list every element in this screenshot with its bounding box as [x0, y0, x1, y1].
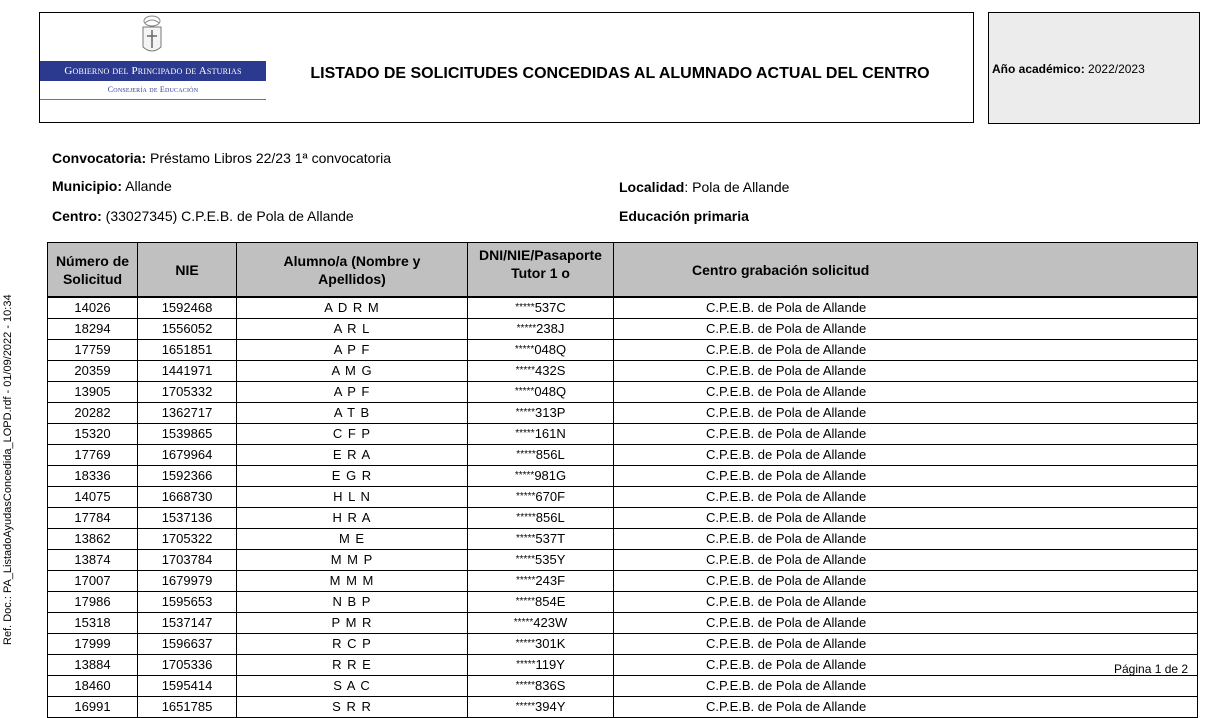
municipio-label: Municipio:: [52, 178, 122, 194]
cell-solicitud: 17759: [48, 340, 138, 361]
cell-nie: 1679979: [138, 571, 237, 592]
dni-mask: *****: [514, 470, 535, 481]
education-level-text: Educación primaria: [619, 208, 749, 224]
table-row: [48, 424, 1198, 445]
cell-nie: 1537147: [138, 613, 237, 634]
cell-alumno: H R A: [237, 508, 468, 529]
cell-nie: 1441971: [138, 361, 237, 382]
cell-alumno: C F P: [237, 424, 468, 445]
localidad-label: Localidad: [619, 179, 685, 195]
cell-solicitud: 17007: [48, 571, 138, 592]
cell-alumno: R R E: [237, 655, 468, 676]
cell-centro: C.P.E.B. de Pola de Allande: [614, 634, 1198, 655]
dni-suffix: 161N: [534, 426, 566, 441]
dni-mask: *****: [514, 386, 535, 397]
col-header-dni: DNI/NIE/Pasaporte Tutor 1 o: [468, 243, 614, 298]
cell-alumno: M M P: [237, 550, 468, 571]
cell-alumno: E G R: [237, 466, 468, 487]
cell-solicitud: 13874: [48, 550, 138, 571]
convocatoria-value: Préstamo Libros 22/23 1ª convocatoria: [150, 150, 391, 166]
cell-centro: C.P.E.B. de Pola de Allande: [614, 697, 1198, 718]
cell-alumno: A T B: [237, 403, 468, 424]
cell-solicitud: 20282: [48, 403, 138, 424]
cell-dni: [468, 466, 614, 487]
col-header-centro: Centro grabación solicitud: [614, 243, 1198, 298]
table-header-row: [48, 243, 1198, 298]
convocatoria-label: Convocatoria:: [52, 150, 147, 166]
municipio-field: [52, 178, 172, 194]
table-row: [48, 340, 1198, 361]
cell-centro: C.P.E.B. de Pola de Allande: [614, 319, 1198, 340]
dni-mask: *****: [515, 575, 536, 586]
cell-nie: 1362717: [138, 403, 237, 424]
cell-dni: [468, 361, 614, 382]
cell-solicitud: 15320: [48, 424, 138, 445]
cell-solicitud: 17999: [48, 634, 138, 655]
document-title: LISTADO DE SOLICITUDES CONCEDIDAS AL ALUMNADO ACTUAL DEL CENTRO: [310, 65, 930, 82]
cell-dni: [468, 403, 614, 424]
cell-nie: 1668730: [138, 487, 237, 508]
cell-nie: 1556052: [138, 319, 237, 340]
table-row: [48, 445, 1198, 466]
dni-suffix: 238J: [536, 321, 565, 336]
cell-nie: 1703784: [138, 550, 237, 571]
dni-suffix: 048Q: [534, 384, 567, 399]
cell-centro: C.P.E.B. de Pola de Allande: [614, 382, 1198, 403]
dni-suffix: 243F: [535, 573, 566, 588]
cell-nie: 1592468: [138, 297, 237, 319]
col-header-alumno: Alumno/a (Nombre y Apellidos): [237, 243, 468, 298]
cell-dni: [468, 697, 614, 718]
cell-dni: [468, 676, 614, 697]
dni-suffix: 301K: [535, 636, 566, 651]
dni-suffix: 981G: [534, 468, 567, 483]
dni-mask: *****: [515, 701, 536, 712]
dni-suffix: 394Y: [535, 699, 566, 714]
cell-solicitud: 14075: [48, 487, 138, 508]
cell-alumno: E R A: [237, 445, 468, 466]
dni-suffix: 856L: [535, 510, 565, 525]
table-row: [48, 466, 1198, 487]
academic-year-label: Año académico:: [992, 62, 1085, 76]
dni-suffix: 670F: [535, 489, 566, 504]
cell-centro: C.P.E.B. de Pola de Allande: [614, 508, 1198, 529]
col-header-nie: NIE: [138, 243, 237, 298]
cell-nie: 1595653: [138, 592, 237, 613]
logo-department: Consejería de Educación: [107, 85, 199, 94]
cell-alumno: N B P: [237, 592, 468, 613]
cell-dni: [468, 297, 614, 319]
cell-solicitud: 13905: [48, 382, 138, 403]
cell-solicitud: 20359: [48, 361, 138, 382]
cell-alumno: S R R: [237, 697, 468, 718]
dni-suffix: 537T: [535, 531, 566, 546]
localidad-field: [619, 179, 789, 195]
dni-suffix: 119Y: [535, 657, 565, 672]
cell-dni: [468, 487, 614, 508]
table-row: [48, 403, 1198, 424]
cell-solicitud: 13862: [48, 529, 138, 550]
table-row: [48, 592, 1198, 613]
cell-alumno: R C P: [237, 634, 468, 655]
table-row: [48, 319, 1198, 340]
cell-centro: C.P.E.B. de Pola de Allande: [614, 466, 1198, 487]
dni-suffix: 836S: [535, 678, 566, 693]
cell-nie: 1592366: [138, 466, 237, 487]
cell-dni: [468, 340, 614, 361]
cell-dni: [468, 508, 614, 529]
dni-suffix: 537C: [534, 300, 566, 315]
cell-centro: C.P.E.B. de Pola de Allande: [614, 403, 1198, 424]
cell-alumno: A R L: [237, 319, 468, 340]
dni-mask: *****: [516, 659, 536, 670]
dni-mask: *****: [513, 617, 534, 628]
localidad-value: : Pola de Allande: [684, 179, 790, 195]
logo-org-name: Gobierno del Principado de Asturias: [40, 61, 266, 81]
cell-centro: C.P.E.B. de Pola de Allande: [614, 613, 1198, 634]
cell-dni: [468, 634, 614, 655]
table-row: [48, 487, 1198, 508]
asturias-crest-icon: [140, 15, 164, 55]
table-row: [48, 571, 1198, 592]
cell-nie: 1651785: [138, 697, 237, 718]
cell-solicitud: 18336: [48, 466, 138, 487]
table-row: [48, 613, 1198, 634]
table-row: [48, 550, 1198, 571]
government-logo: [40, 13, 270, 124]
logo-divider: [40, 99, 266, 100]
solicitudes-table: [47, 242, 1198, 718]
cell-nie: 1705322: [138, 529, 237, 550]
academic-year-box: [988, 12, 1200, 124]
municipio-value: Allande: [125, 178, 172, 194]
cell-alumno: M E: [237, 529, 468, 550]
cell-alumno: H L N: [237, 487, 468, 508]
dni-mask: *****: [515, 533, 536, 544]
table-row: [48, 697, 1198, 718]
cell-dni: [468, 550, 614, 571]
dni-suffix: 535Y: [535, 552, 566, 567]
cell-solicitud: 16991: [48, 697, 138, 718]
cell-centro: C.P.E.B. de Pola de Allande: [614, 487, 1198, 508]
dni-suffix: 048Q: [534, 342, 567, 357]
cell-alumno: A M G: [237, 361, 468, 382]
academic-year-value: 2022/2023: [1088, 62, 1145, 76]
cell-dni: [468, 424, 614, 445]
dni-mask: *****: [515, 680, 536, 691]
cell-nie: 1595414: [138, 676, 237, 697]
cell-centro: C.P.E.B. de Pola de Allande: [614, 592, 1198, 613]
dni-suffix: 432S: [535, 363, 566, 378]
cell-nie: 1651851: [138, 340, 237, 361]
cell-alumno: S A C: [237, 676, 468, 697]
cell-centro: C.P.E.B. de Pola de Allande: [614, 676, 1198, 697]
dni-mask: *****: [515, 365, 536, 376]
dni-mask: *****: [516, 512, 536, 523]
table-row: [48, 676, 1198, 697]
table-row: [48, 508, 1198, 529]
education-level: [619, 208, 749, 224]
cell-dni: [468, 319, 614, 340]
page-number: Página 1 de 2: [1114, 662, 1189, 676]
dni-suffix: 313P: [535, 405, 566, 420]
dni-suffix: 854E: [535, 594, 566, 609]
cell-solicitud: 18294: [48, 319, 138, 340]
dni-suffix: 423W: [533, 615, 568, 630]
cell-nie: 1705336: [138, 655, 237, 676]
dni-mask: *****: [515, 302, 535, 313]
table-row: [48, 297, 1198, 319]
dni-mask: *****: [515, 428, 535, 439]
cell-solicitud: 18460: [48, 676, 138, 697]
cell-dni: [468, 445, 614, 466]
cell-centro: C.P.E.B. de Pola de Allande: [614, 529, 1198, 550]
cell-nie: 1679964: [138, 445, 237, 466]
cell-dni: [468, 592, 614, 613]
cell-solicitud: 17769: [48, 445, 138, 466]
cell-solicitud: 14026: [48, 297, 138, 319]
cell-centro: C.P.E.B. de Pola de Allande: [614, 340, 1198, 361]
dni-mask: *****: [515, 407, 536, 418]
document-reference: Ref. Doc.: PA_ListadoAyudasConcedida_LOPD.rdf - 01/09/2022 - 10:34: [2, 294, 14, 645]
centro-field: [52, 208, 354, 224]
cell-solicitud: 15318: [48, 613, 138, 634]
cell-solicitud: 13884: [48, 655, 138, 676]
dni-mask: *****: [515, 596, 536, 607]
cell-centro: C.P.E.B. de Pola de Allande: [614, 571, 1198, 592]
cell-alumno: A P F: [237, 382, 468, 403]
cell-centro: C.P.E.B. de Pola de Allande: [614, 424, 1198, 445]
cell-dni: [468, 571, 614, 592]
table-row: [48, 634, 1198, 655]
cell-nie: 1596637: [138, 634, 237, 655]
table-row: [48, 655, 1198, 676]
dni-mask: *****: [514, 344, 535, 355]
cell-centro: C.P.E.B. de Pola de Allande: [614, 550, 1198, 571]
dni-mask: *****: [516, 323, 537, 334]
cell-centro: C.P.E.B. de Pola de Allande: [614, 361, 1198, 382]
dni-mask: *****: [516, 449, 536, 460]
dni-mask: *****: [515, 491, 536, 502]
cell-alumno: M M M: [237, 571, 468, 592]
dni-mask: *****: [515, 554, 536, 565]
dni-mask: *****: [515, 638, 536, 649]
cell-nie: 1537136: [138, 508, 237, 529]
table-row: [48, 361, 1198, 382]
cell-dni: [468, 613, 614, 634]
cell-alumno: A P F: [237, 340, 468, 361]
cell-solicitud: 17784: [48, 508, 138, 529]
cell-centro: C.P.E.B. de Pola de Allande: [614, 297, 1198, 319]
dni-suffix: 856L: [535, 447, 565, 462]
centro-value: (33027345) C.P.E.B. de Pola de Allande: [105, 208, 354, 224]
cell-dni: [468, 655, 614, 676]
cell-nie: 1705332: [138, 382, 237, 403]
cell-nie: 1539865: [138, 424, 237, 445]
table-row: [48, 382, 1198, 403]
col-header-solicitud: Número de Solicitud: [48, 243, 138, 298]
cell-alumno: P M R: [237, 613, 468, 634]
document-header: [39, 12, 974, 123]
cell-centro: C.P.E.B. de Pola de Allande: [614, 445, 1198, 466]
centro-label: Centro:: [52, 208, 102, 224]
cell-solicitud: 17986: [48, 592, 138, 613]
convocatoria-field: [52, 150, 391, 166]
cell-alumno: A D R M: [237, 297, 468, 319]
cell-dni: [468, 382, 614, 403]
cell-centro: C.P.E.B. de Pola de Allande: [614, 655, 1198, 676]
table-row: [48, 529, 1198, 550]
cell-dni: [468, 529, 614, 550]
